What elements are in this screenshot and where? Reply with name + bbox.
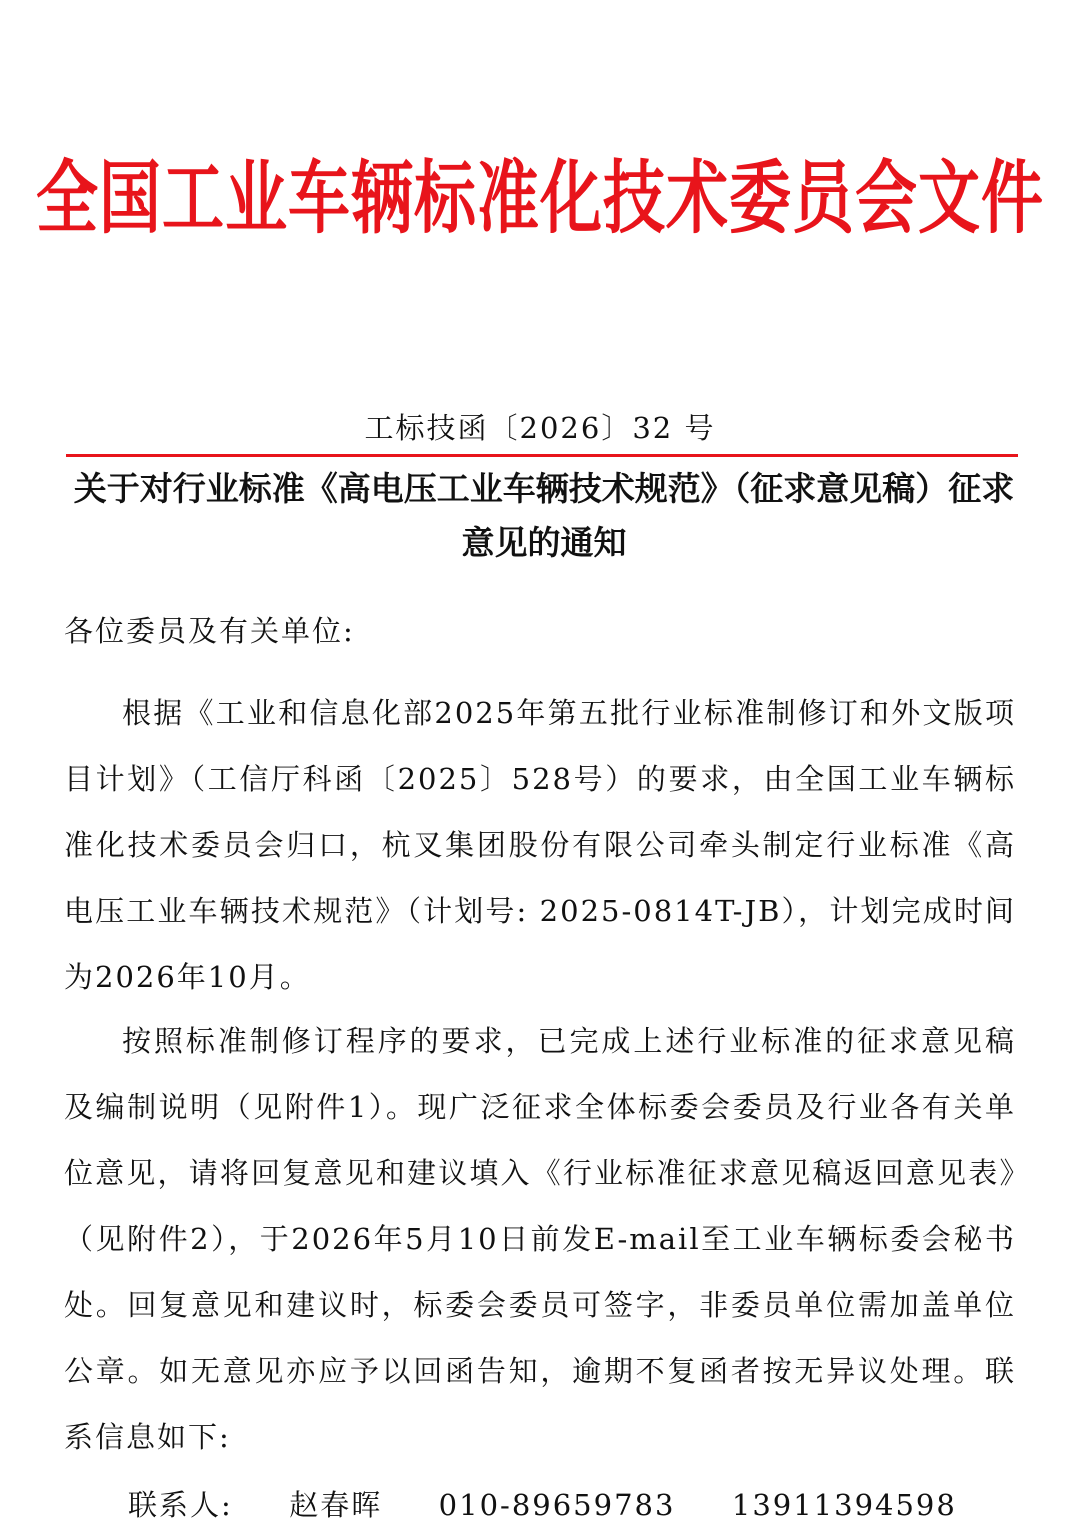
contact-phone: 010-89659783 <box>438 1488 676 1522</box>
contact-name: 赵春晖 <box>289 1488 383 1522</box>
body-paragraph-1: 根据《工业和信息化部2025年第五批行业标准制修订和外文版项目计划》（工信厅科函〔2025〕528号）的要求，由全国工业车辆标准化技术委员会归口，杭叉集团股份有限公司牵头制定行业标准《高电压工业车辆技术规范》（计划号: 2025-0814T-JB），计划完成时间为2026年10月。 <box>64 696 1016 994</box>
red-divider-line <box>66 454 1018 457</box>
salutation: 各位委员及有关单位: <box>64 614 355 648</box>
contact-label: 联系人: <box>128 1488 233 1522</box>
contact-mobile: 13911394598 <box>731 1488 957 1522</box>
body-paragraph-2: 按照标准制修订程序的要求，已完成上述行业标准的征求意见稿及编制说明（见附件1）。现广泛征求全体标委会委员及行业各有关单位意见，请将回复意见和建议填入《行业标准征求意见稿返回意见表》（见附件2），于2026年5月10日前发E-mail至工业车辆标委会秘书处。回复意见和建议时，标委会委员可签字，非委员单位需加盖单位公章。如无意见亦应予以回函告知，逾期不复函者按无异议处理。联系信息如下: <box>64 1024 1016 1454</box>
document-number: 工标技函〔2026〕32 号 <box>364 411 716 445</box>
notice-title: 关于对行业标准《高电压工业车辆技术规范》（征求意见稿）征求意见的通知 <box>73 469 1015 562</box>
contact-line <box>128 1476 1028 1534</box>
masthead-title: 全国工业车辆标准化技术委员会文件 <box>35 151 1044 245</box>
